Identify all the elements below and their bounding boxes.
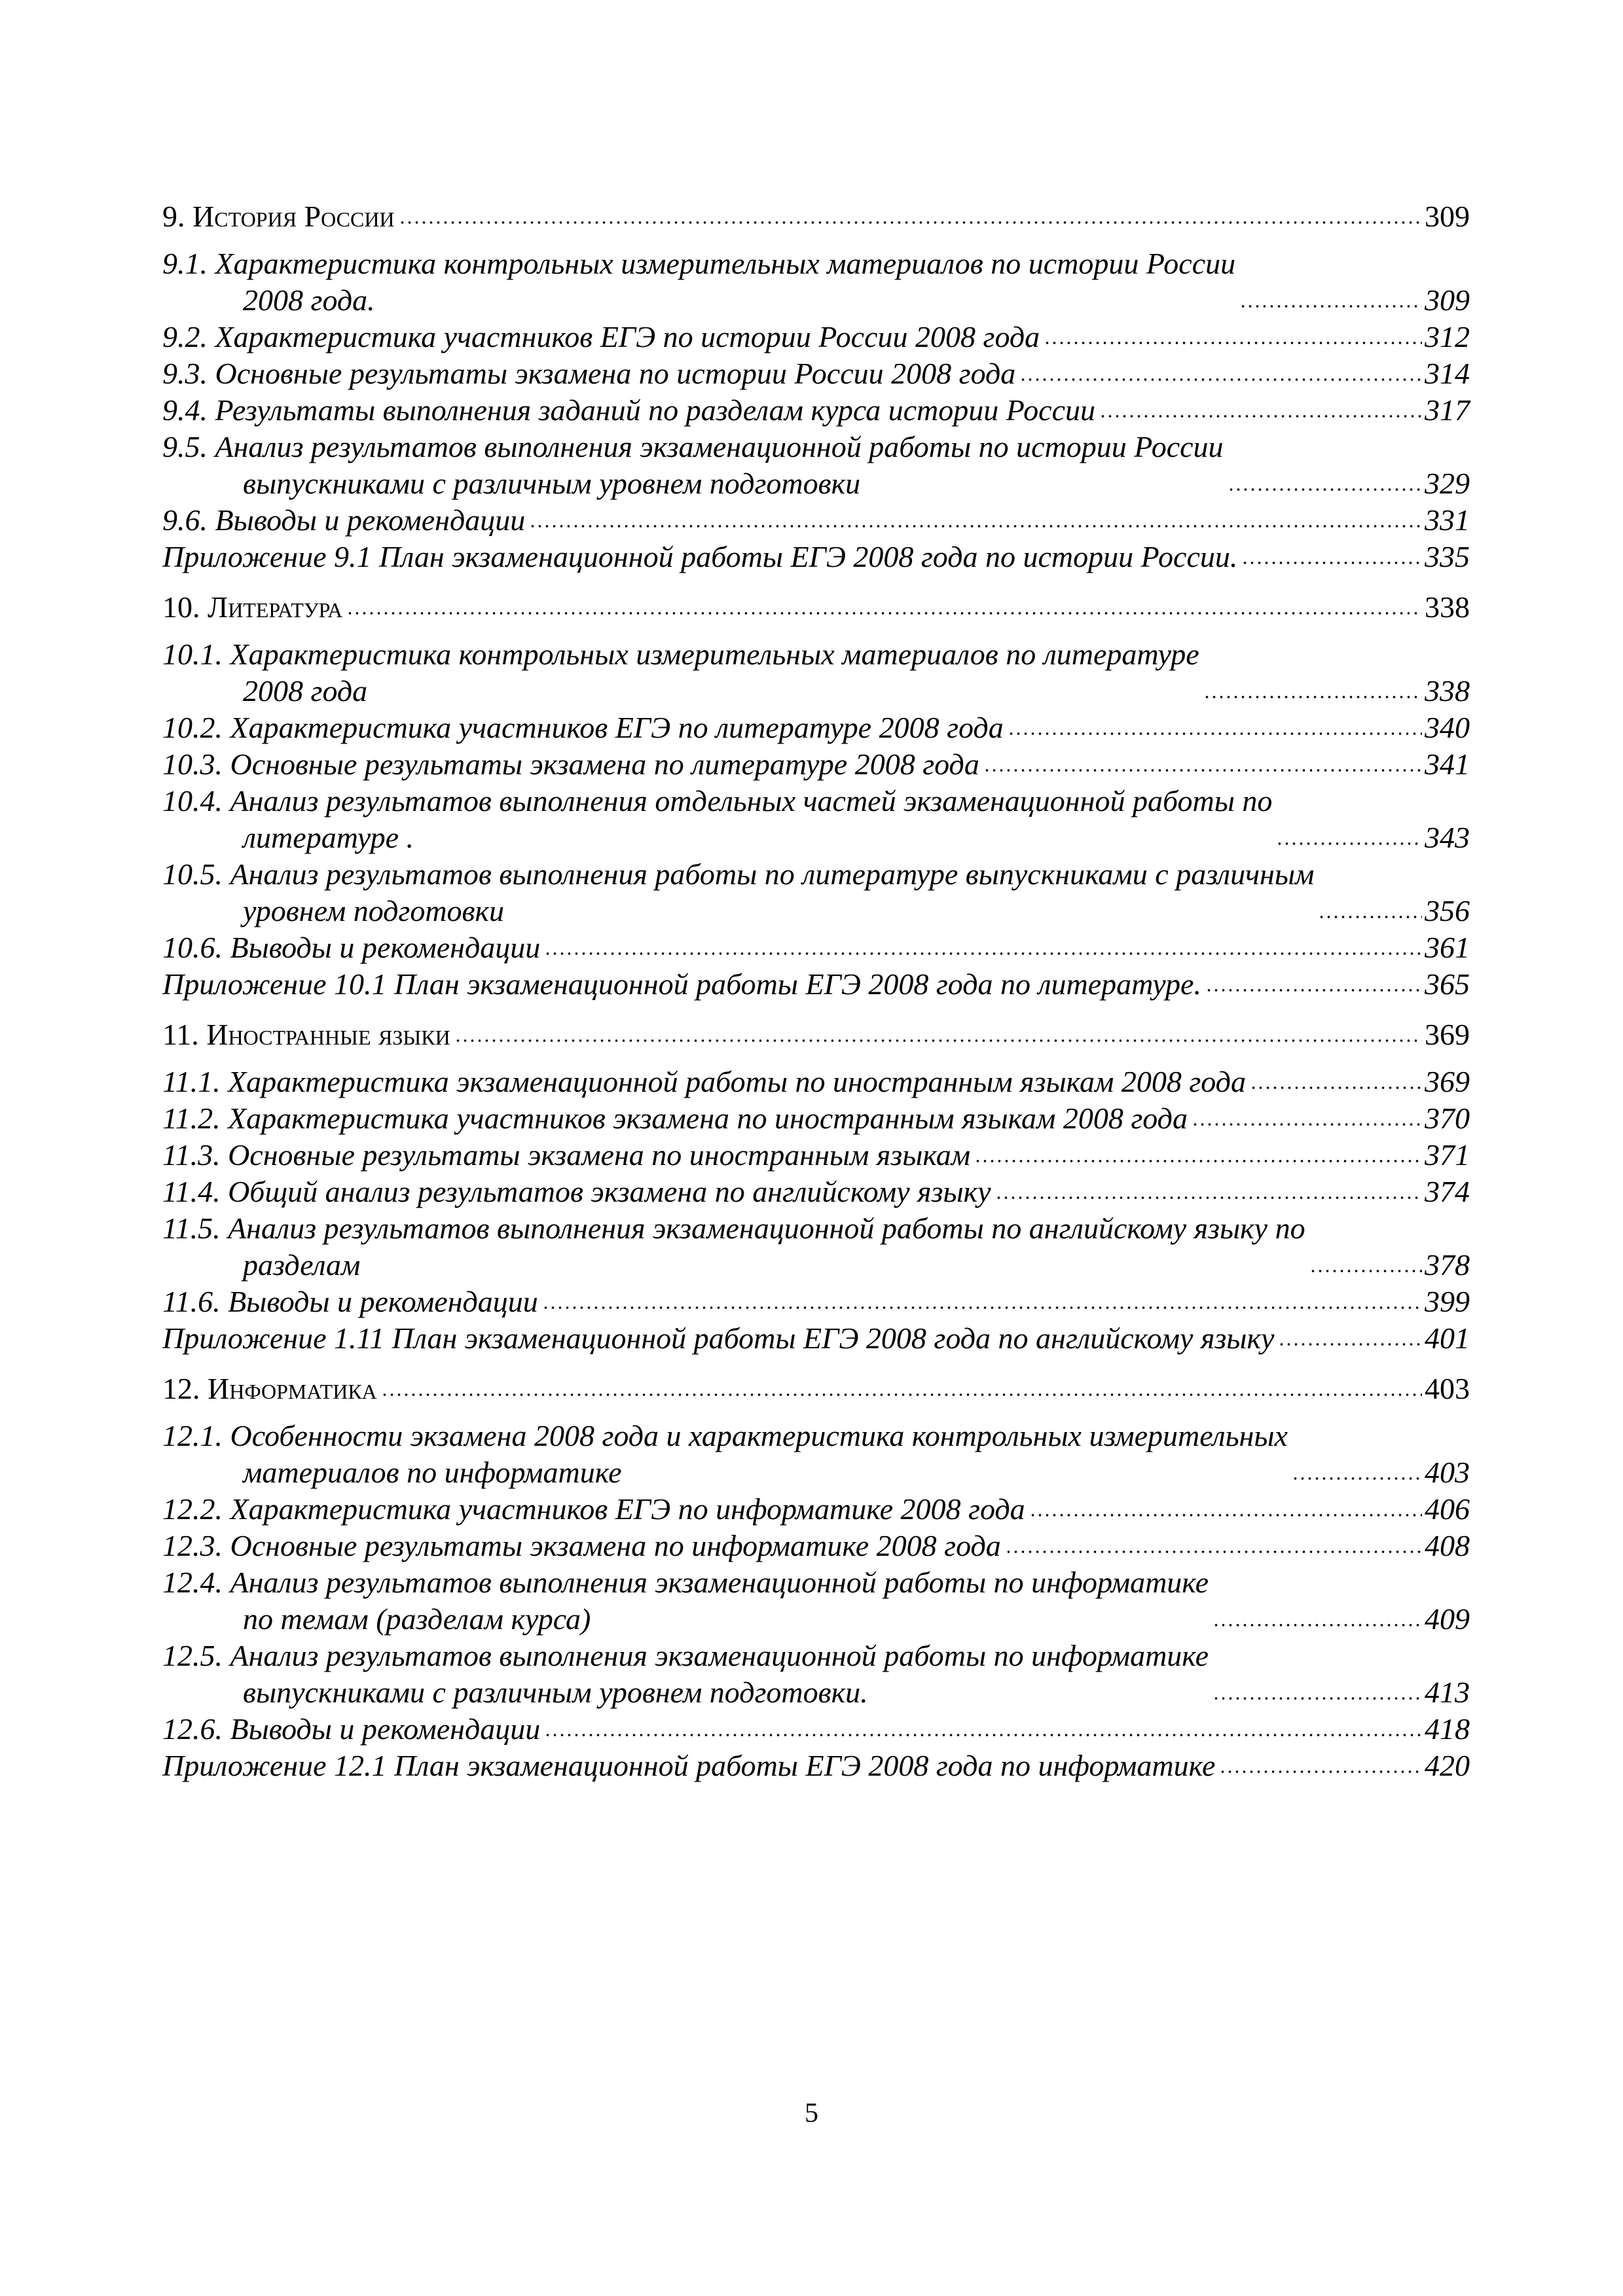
entry-text: 11.6. Выводы и рекомендации (162, 1285, 538, 1318)
entry-text: Приложение 12.1 План экзаменационной работы ЕГЭ 2008 года по информатике (162, 1749, 1216, 1782)
toc-section-informatics (162, 1371, 1470, 1784)
page-ref: 331 (1425, 503, 1470, 537)
toc-heading[interactable] (162, 1016, 1470, 1053)
toc-entry[interactable] (162, 502, 1470, 539)
page-ref: 365 (1425, 967, 1470, 1001)
dot-leader (1005, 1549, 1422, 1555)
entry-text: 9.1. Характеристика контрольных измерительных материалов по истории России (162, 247, 1236, 280)
entry-text: 11.3. Основные результаты экзамена по иностранным языкам (162, 1138, 971, 1172)
entry-text: 12.4. Анализ результатов выполнения экзаменационной работы по информатике (162, 1566, 1209, 1599)
page-ref: 361 (1425, 931, 1470, 964)
entry-text: 11.5. Анализ результатов выполнения экзаменационной работы по английскому языку по (162, 1211, 1305, 1245)
dot-leader (1292, 1475, 1422, 1482)
page-ref: 413 (1425, 1676, 1470, 1709)
page-ref: 406 (1425, 1492, 1470, 1526)
page-ref: 356 (1425, 894, 1470, 927)
dot-leader (1228, 486, 1422, 493)
page-ref: 309 (1425, 283, 1470, 317)
entry-text-cont: 2008 года. (243, 283, 375, 317)
toc-entry[interactable] (162, 1283, 1470, 1320)
entry-text: 12.6. Выводы и рекомендации (162, 1712, 541, 1746)
toc-entry[interactable] (162, 1748, 1470, 1784)
table-of-contents (162, 198, 1470, 1798)
page-ref: 335 (1425, 540, 1470, 573)
page-ref: 378 (1425, 1248, 1470, 1282)
toc-entry[interactable] (162, 429, 1470, 502)
entry-text: 10.5. Анализ результатов выполнения работы по литературе выпускниками с различным (162, 857, 1315, 891)
page-ref: 408 (1425, 1529, 1470, 1562)
entry-text: 11.4. Общий анализ результатов экзамена по английскому языку (162, 1175, 991, 1208)
entry-text: 11.1. Характеристика экзаменационной работы по иностранным языкам 2008 года (162, 1065, 1246, 1098)
toc-entry[interactable] (162, 1418, 1470, 1491)
toc-heading[interactable] (162, 1371, 1470, 1407)
dot-leader (974, 1158, 1422, 1164)
heading-title: Иностранные языки (206, 1018, 450, 1051)
entry-text: 9.3. Основные результаты экзамена по истории России 2008 года (162, 357, 1016, 390)
page-ref: 399 (1425, 1285, 1470, 1318)
page-ref: 329 (1425, 467, 1470, 500)
page-ref: 403 (1425, 1456, 1470, 1489)
page-ref: 317 (1425, 393, 1470, 427)
toc-entry[interactable] (162, 1564, 1470, 1638)
page-ref: 314 (1425, 357, 1470, 390)
toc-heading[interactable] (162, 198, 1470, 235)
dot-leader (544, 1732, 1422, 1738)
toc-entry[interactable] (162, 966, 1470, 1003)
entry-text-cont: разделам (243, 1248, 361, 1282)
entry-text: Приложение 10.1 План экзаменационной работы ЕГЭ 2008 года по литературе. (162, 967, 1201, 1001)
entry-text: 9.6. Выводы и рекомендации (162, 503, 526, 537)
toc-entry[interactable] (162, 1528, 1470, 1564)
toc-entry[interactable] (162, 1100, 1470, 1137)
page-ref: 403 (1425, 1372, 1470, 1405)
entry-text: 10.3. Основные результаты экзамена по литературе 2008 года (162, 747, 979, 781)
dot-leader (1278, 1341, 1422, 1348)
toc-entry[interactable] (162, 1711, 1470, 1748)
entry-text: 12.3. Основные результаты экзамена по информатике 2008 года (162, 1529, 1001, 1562)
dot-leader (1019, 376, 1422, 383)
toc-section-foreign-languages (162, 1016, 1470, 1357)
entry-text: 9.5. Анализ результатов выполнения экзаменационной работы по истории России (162, 430, 1224, 463)
dot-leader (1276, 840, 1422, 847)
toc-entry[interactable] (162, 539, 1470, 575)
heading-number: 10. (162, 590, 200, 624)
toc-entry[interactable] (162, 392, 1470, 429)
entry-text: 10.1. Характеристика контрольных измерительных материалов по литературе (162, 637, 1199, 671)
page-number: 5 (805, 2098, 818, 2128)
entry-text: 10.6. Выводы и рекомендации (162, 931, 541, 964)
toc-entry[interactable] (162, 1137, 1470, 1174)
toc-entry[interactable] (162, 1320, 1470, 1357)
entry-text-cont: 2008 года (243, 674, 368, 708)
heading-number: 11. (162, 1018, 199, 1051)
toc-entry[interactable] (162, 355, 1470, 392)
entry-text: 12.2. Характеристика участников ЕГЭ по информатике 2008 года (162, 1492, 1025, 1526)
toc-entry[interactable] (162, 1491, 1470, 1528)
toc-section-literature (162, 589, 1470, 1003)
dot-leader (454, 1037, 1422, 1044)
dot-leader (346, 610, 1422, 617)
dot-leader (542, 1304, 1422, 1311)
toc-entry[interactable] (162, 1210, 1470, 1283)
dot-leader (995, 1194, 1422, 1201)
heading-number: 9. (162, 200, 185, 233)
toc-entry[interactable] (162, 709, 1470, 746)
dot-leader (1192, 1121, 1422, 1128)
page-ref: 338 (1425, 674, 1470, 708)
page-ref: 340 (1425, 711, 1470, 744)
dot-leader (544, 950, 1422, 957)
toc-entry[interactable] (162, 636, 1470, 709)
entry-text-cont: уровнем подготовки (243, 894, 505, 927)
entry-text: 9.2. Характеристика участников ЕГЭ по истории России 2008 года (162, 320, 1040, 353)
entry-text-cont: выпускниками с различным уровнем подготовки (243, 467, 861, 500)
page-ref: 374 (1425, 1175, 1470, 1208)
entry-text-cont: материалов по информатике (243, 1456, 622, 1489)
toc-entry[interactable] (162, 319, 1470, 355)
heading-title: Литература (208, 590, 343, 624)
page-ref: 401 (1425, 1321, 1470, 1355)
toc-entry[interactable] (162, 1174, 1470, 1210)
page-ref: 420 (1425, 1749, 1470, 1782)
page-ref: 369 (1425, 1018, 1470, 1051)
dot-leader (1203, 694, 1422, 700)
entry-text: Приложение 9.1 План экзаменационной работы ЕГЭ 2008 года по истории России. (162, 540, 1238, 573)
page-ref: 309 (1425, 200, 1470, 233)
entry-text: 11.2. Характеристика участников экзамена по иностранным языкам 2008 года (162, 1102, 1188, 1135)
entry-text: Приложение 1.11 План экзаменационной работы ЕГЭ 2008 года по английскому языку (162, 1321, 1275, 1355)
heading-number: 12. (162, 1372, 200, 1405)
entry-text: 10.4. Анализ результатов выполнения отдельных частей экзаменационной работы по (162, 784, 1273, 817)
dot-leader (1029, 1512, 1422, 1518)
page-ref: 338 (1425, 590, 1470, 624)
page-ref: 418 (1425, 1712, 1470, 1746)
dot-leader (399, 219, 1422, 226)
toc-entry[interactable] (162, 783, 1470, 856)
dot-leader (1008, 730, 1422, 737)
entry-text: 12.5. Анализ результатов выполнения экзаменационной работы по информатике (162, 1639, 1209, 1672)
page-ref: 343 (1425, 821, 1470, 854)
dot-leader (1250, 1085, 1422, 1091)
dot-leader (1241, 560, 1422, 566)
toc-entry[interactable] (162, 856, 1470, 929)
page-ref: 312 (1425, 320, 1470, 353)
toc-entry[interactable] (162, 746, 1470, 783)
dot-leader (1044, 340, 1422, 346)
page-ref: 370 (1425, 1102, 1470, 1135)
toc-entry[interactable] (162, 929, 1470, 966)
page-ref: 409 (1425, 1602, 1470, 1636)
dot-leader (1213, 1622, 1422, 1628)
heading-title: Информатика (208, 1372, 377, 1405)
entry-text: 9.4. Результаты выполнения заданий по разделам курса истории России (162, 393, 1095, 427)
toc-entry[interactable] (162, 1064, 1470, 1100)
toc-section-history (162, 198, 1470, 575)
dot-leader (529, 523, 1422, 529)
page-ref: 369 (1425, 1065, 1470, 1098)
heading-title: История России (192, 200, 395, 233)
dot-leader (1318, 914, 1422, 920)
dot-leader (1099, 413, 1422, 420)
entry-text: 10.2. Характеристика участников ЕГЭ по литературе 2008 года (162, 711, 1004, 744)
toc-entry[interactable] (162, 245, 1470, 319)
dot-leader (1219, 1768, 1422, 1775)
dot-leader (1205, 987, 1422, 994)
entry-text-cont: по темам (разделам курса) (243, 1602, 591, 1636)
entry-text-cont: выпускниками с различным уровнем подготовки. (243, 1676, 868, 1709)
dot-leader (983, 767, 1422, 774)
page-ref: 371 (1425, 1138, 1470, 1172)
page-ref: 341 (1425, 747, 1470, 781)
dot-leader (381, 1391, 1422, 1398)
dot-leader (1239, 303, 1422, 310)
dot-leader (1213, 1695, 1422, 1702)
toc-entry[interactable] (162, 1638, 1470, 1711)
toc-heading[interactable] (162, 589, 1470, 626)
entry-text-cont: литературе . (243, 821, 414, 854)
dot-leader (1309, 1268, 1422, 1274)
entry-text: 12.1. Особенности экзамена 2008 года и характеристика контрольных измерительных (162, 1419, 1288, 1452)
